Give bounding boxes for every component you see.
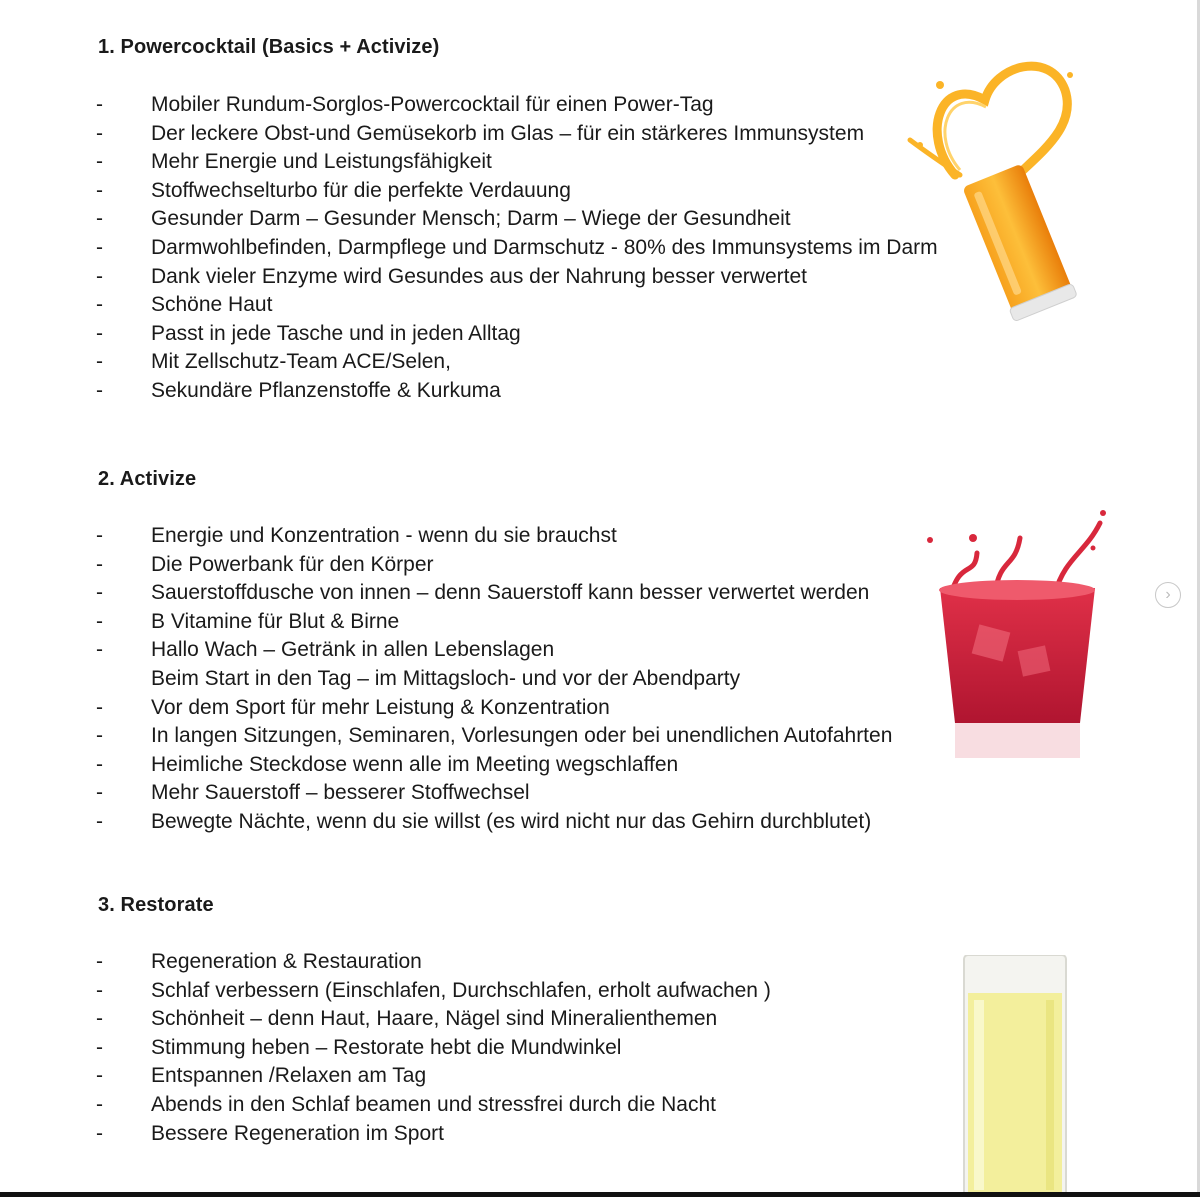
list-item-text: Bewegte Nächte, wenn du sie willst (es wird nicht nur das Gehirn durchblutet) [151,809,872,833]
bullet-dash: - [96,581,103,605]
list-item-text: Schlaf verbessern (Einschlafen, Durchschlafen, erholt aufwachen ) [151,978,771,1002]
bullet-dash: - [96,1007,103,1031]
bullet-dash: - [96,293,103,317]
list-item-text: Die Powerbank für den Körper [151,552,434,576]
bullet-dash: - [96,695,103,719]
carousel-next-button[interactable] [1155,582,1181,608]
list-item-text: Entspannen /Relaxen am Tag [151,1064,427,1088]
bullet-dash: - [96,781,103,805]
bullet-dash: - [96,552,103,576]
list-item-text: Vor dem Sport für mehr Leistung & Konzentration [151,695,610,719]
bullet-dash: - [96,978,103,1002]
bullet-dash: - [96,235,103,259]
bullet-dash: - [96,1035,103,1059]
bullet-dash: - [96,809,103,833]
list-item-text: Hallo Wach – Getränk in allen Lebenslagen [151,638,555,662]
bullet-dash: - [96,638,103,662]
bullet-dash: - [96,609,103,633]
bullet-dash: - [96,752,103,776]
list-item-text: Passt in jede Tasche und in jeden Alltag [151,321,521,345]
list-item-text: Energie und Konzentration - wenn du sie brauchst [151,524,617,547]
list-item-text: Stimmung heben – Restorate hebt die Mundwinkel [151,1035,622,1059]
list-item-text: Mehr Sauerstoff – besserer Stoffwechsel [151,781,530,805]
bullet-dash: - [96,350,103,374]
list-item-text: Sekundäre Pflanzenstoffe & Kurkuma [151,378,501,402]
bullet-dash: - [96,150,103,174]
bullet-dash: - [96,1064,103,1088]
bullet-dash: - [96,264,103,288]
list-item-text: Mehr Energie und Leistungsfähigkeit [151,150,492,174]
list-item-text: Mobiler Rundum-Sorglos-Powercocktail für einen Power-Tag [151,93,714,116]
list-item-text: Der leckere Obst-und Gemüsekorb im Glas – für ein stärkeres Immunsystem [151,121,865,145]
list-item-text: Schönheit – denn Haut, Haare, Nägel sind Mineralienthemen [151,1007,718,1031]
bullet-dash: - [96,178,103,202]
page-bottom-border [0,1192,1200,1197]
list-item-text: Dank vieler Enzyme wird Gesundes aus der Nahrung besser verwertet [151,264,807,288]
bullet-dash: - [96,524,103,547]
section-title-restorate: 3. Restorate [98,894,214,916]
bullet-dash: - [96,321,103,345]
bullet-dash: - [96,950,103,973]
list-item-text: Regeneration & Restauration [151,950,422,973]
list-item-text: Beim Start in den Tag – im Mittagsloch- und vor der Abendparty [151,666,741,690]
list-item-text: Abends in den Schlaf beamen und stressfrei durch die Nacht [151,1092,717,1116]
section-title-activize: 2. Activize [98,468,197,490]
section-title-powercocktail: 1. Powercocktail (Basics + Activize) [98,36,440,58]
list-item-text: Darmwohlbefinden, Darmpflege und Darmschutz - 80% des Immunsystems im Darm [151,235,938,259]
list-item-text: Heimliche Steckdose wenn alle im Meeting wegschlaffen [151,752,679,776]
list-item-text: Bessere Regeneration im Sport [151,1121,444,1145]
bullet-dash: - [96,93,103,116]
bullet-dash: - [96,724,103,748]
bullet-dash: - [96,378,103,402]
bullet-dash: - [96,1092,103,1116]
bullet-dash: - [96,207,103,231]
red-drink-splash-icon [915,498,1120,768]
bullet-dash: - [96,121,103,145]
list-item-text: B Vitamine für Blut & Birne [151,609,400,633]
orange-juice-heart-splash-icon [900,45,1100,325]
list-item-text: In langen Sitzungen, Seminaren, Vorlesungen oder bei unendlichen Autofahrten [151,724,893,748]
list-item-text: Gesunder Darm – Gesunder Mensch; Darm – Wiege der Gesundheit [151,207,791,231]
list-item-text: Mit Zellschutz-Team ACE/Selen, [151,350,451,374]
list-item-text: Sauerstoffdusche von innen – denn Sauerstoff kann besser verwertet werden [151,581,870,605]
yellow-drink-glass-icon [960,955,1070,1197]
bullet-dash: - [96,1121,103,1145]
list-item-text: Schöne Haut [151,293,273,317]
chevron-right-icon: › [1165,586,1171,603]
list-item-text: Stoffwechselturbo für die perfekte Verdauung [151,178,571,202]
